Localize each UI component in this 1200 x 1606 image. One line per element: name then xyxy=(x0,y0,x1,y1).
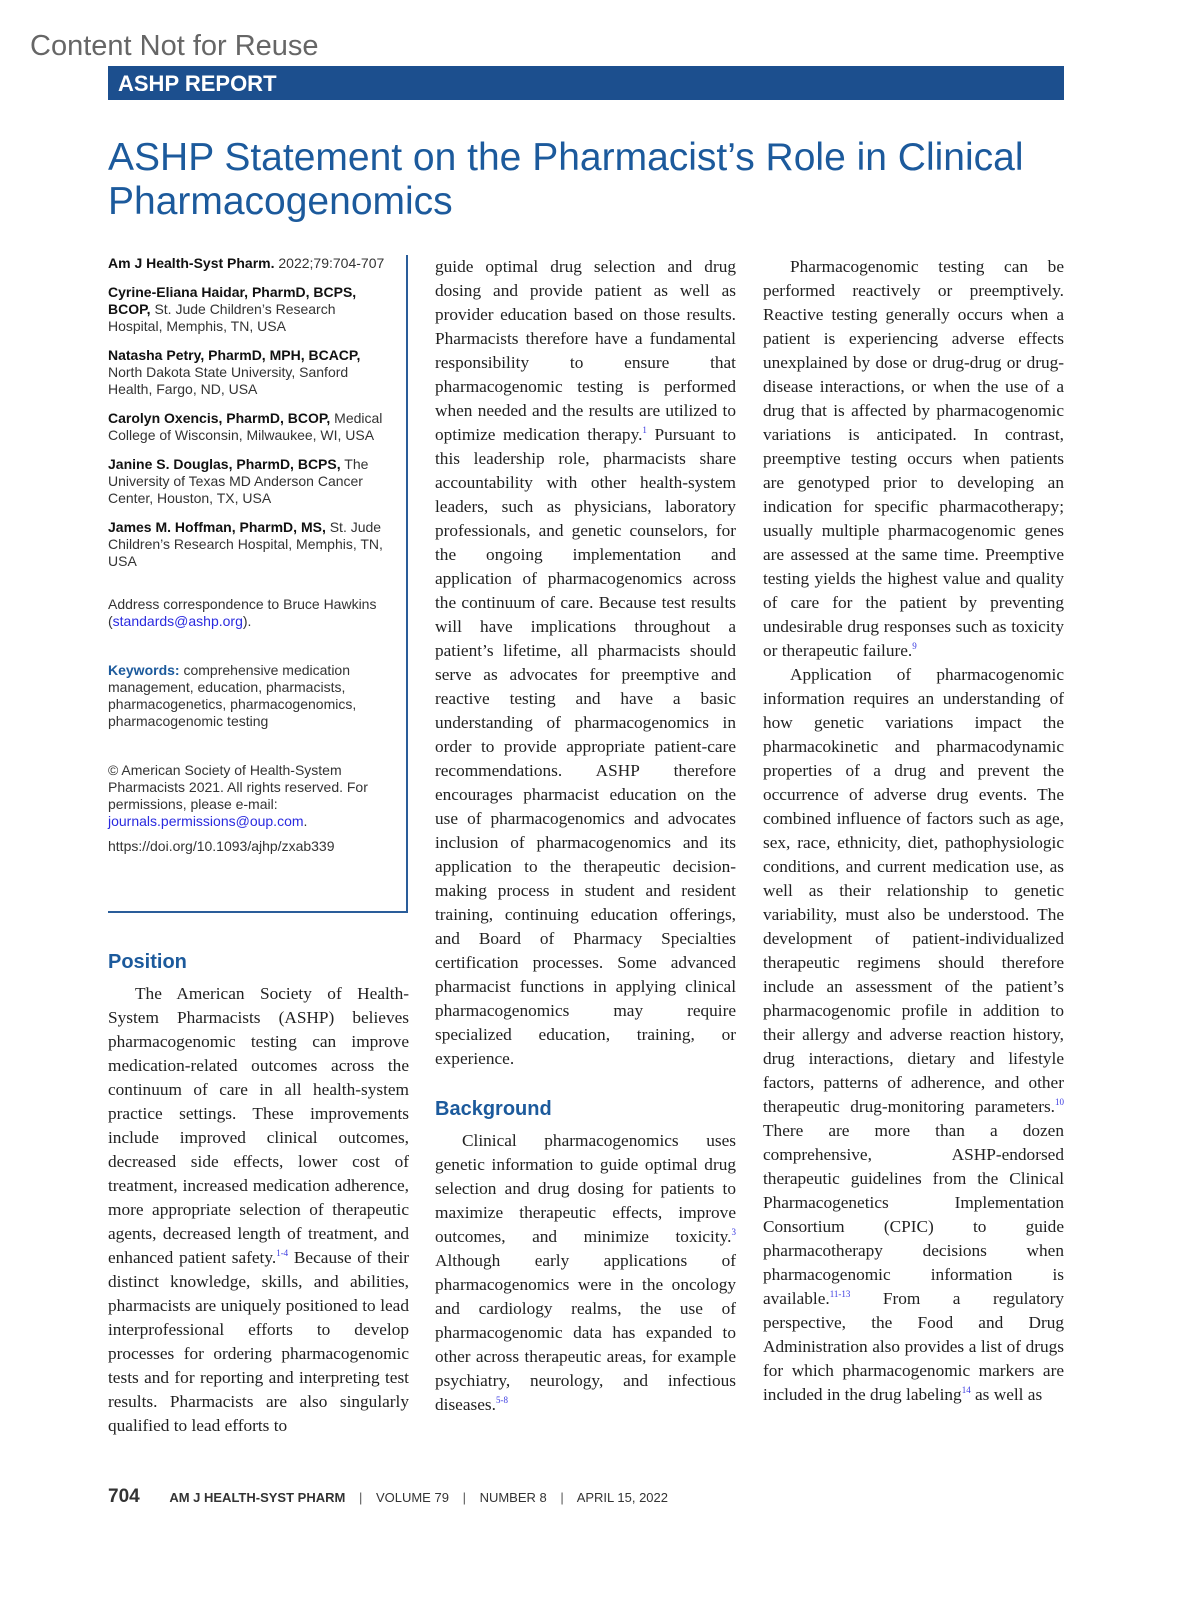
page-number: 704 xyxy=(108,1486,140,1507)
copyright xyxy=(108,762,392,830)
author-name: Carolyn Oxencis, PharmD, BCOP, xyxy=(108,410,331,426)
background-text-continued xyxy=(763,255,1064,1407)
author-affiliation: North Dakota State University, Sanford Health, Fargo, ND, USA xyxy=(108,364,349,397)
watermark: Content Not for Reuse xyxy=(30,30,319,62)
reference-citation[interactable]: 11-13 xyxy=(829,1289,851,1300)
reference-citation[interactable]: 1-4 xyxy=(276,1248,289,1259)
author-name: Cyrine-Eliana Haidar, PharmD, BCPS, BCOP, xyxy=(108,284,357,317)
reference-citation[interactable]: 5-8 xyxy=(495,1395,508,1406)
citation-detail: 2022;79:704-707 xyxy=(278,255,385,271)
background-heading: Background xyxy=(435,1098,552,1120)
citation-journal: Am J Health-Syst Pharm. xyxy=(108,255,275,271)
reference-citation[interactable]: 10 xyxy=(1055,1097,1064,1108)
footer-separator: | xyxy=(462,1490,466,1505)
body-text: There are more than a dozen comprehensive, ASHP-endorsed therapeutic guidelines from the Clinical Pharmacogenetics Implementation Consortium (CPIC) to guide pharmacotherapy decisions when pharmacogenomic information is available. xyxy=(763,1121,1064,1308)
position-heading: Position xyxy=(108,951,187,973)
body-text: Pursuant to this leadership role, pharmacists share accountability with other health-system leaders, such as physicians, laboratory professionals, and genetic counselors, for the ongoing implementation and application of pharmacogenomics across the continuum of care. Because test results will have implications throughout a patient’s lifetime, all pharmacists should serve as advocates for preemptive and reactive testing and have a basic understanding of pharmacogenomics in order to provide appropriate patient-care recommendations. ASHP therefore encourages pharmacist education on the use of pharmacogenomics and advocates inclusion of pharmacogenomics and its application to the therapeutic decision-making process in student and resident training, continuing education offerings, and Board of Pharmacy Specialties certification processes. Some advanced pharmacist functions in applying clinical pharmacogenomics may require specialized education, training, or experience. xyxy=(435,425,736,1068)
author-list xyxy=(108,284,392,570)
body-paragraph xyxy=(435,255,736,1071)
keywords-label: Keywords: xyxy=(108,662,180,678)
author-entry xyxy=(108,519,392,570)
doi-link[interactable]: https://doi.org/10.1093/ajhp/zxab339 xyxy=(108,838,335,854)
author-entry xyxy=(108,456,392,507)
author-affiliation: Medical College of Wisconsin, Milwaukee, WI, USA xyxy=(108,410,383,443)
body-text: The American Society of Health-System Pharmacists (ASHP) believes pharmacogenomic testing can improve medication-related outcomes across the continuum of care in all health-system practice settings. These improvements include improved clinical outcomes, decreased side effects, lower cost of treatment, increased medication adherence, more appropriate selection of therapeutic agents, decreased length of treatment, and enhanced patient safety. xyxy=(108,984,409,1267)
body-text: guide optimal drug selection and drug dosing and provide patient as well as provider education based on those results. Pharmacists therefore have a fundamental responsibility to ensure that pharmacogenomic testing is performed when needed and the results are utilized to optimize medication therapy. xyxy=(435,257,736,444)
body-text: Clinical pharmacogenomics uses genetic information to guide optimal drug selection and drug dosing for patients to maximize therapeutic effects, improve outcomes, and minimize toxicity. xyxy=(435,1131,736,1246)
footer-number: NUMBER 8 xyxy=(479,1490,547,1505)
reference-citation[interactable]: 9 xyxy=(912,641,917,652)
position-text-continued xyxy=(435,255,736,1071)
position-text xyxy=(108,982,409,1438)
body-text: From a regulatory perspective, the Food and Drug Administration also provides a list of drugs for which pharmacogenomic markers are included in the drug labeling xyxy=(763,1289,1064,1404)
author-entry xyxy=(108,410,392,444)
permissions-email-link[interactable]: journals.permissions@oup.com xyxy=(108,813,304,829)
footer-separator: | xyxy=(358,1490,363,1505)
author-name: Janine S. Douglas, PharmD, BCPS, xyxy=(108,456,341,472)
background-text xyxy=(435,1129,736,1417)
body-paragraph xyxy=(108,982,409,1438)
citation xyxy=(108,255,392,272)
body-text: as well as xyxy=(970,1385,1043,1404)
column-3 xyxy=(763,255,1064,1407)
reference-citation[interactable]: 14 xyxy=(961,1385,971,1396)
author-affiliation: St. Jude Children’s Research Hospital, Memphis, TN, USA xyxy=(108,301,336,334)
article-title: ASHP Statement on the Pharmacist’s Role in Clinical Pharmacogenomics xyxy=(108,136,1024,223)
body-text: Pharmacogenomic testing can be performed reactively or preemptively. Reactive testing generally occurs when a patient is experiencing adverse effects unexplained by dose or drug-drug or drug-disease interactions, or when the use of a drug that is affected by pharmacogenomic variations is anticipated. In contrast, preemptive testing occurs when patients are genotyped prior to developing an indication for specific pharmacotherapy; usually multiple pharmacogenomic genes are assessed at the same time. Preemptive testing yields the highest value and quality of care for the patient by preventing undesirable drug responses such as toxicity or therapeutic failure. xyxy=(763,257,1064,660)
author-entry xyxy=(108,284,392,335)
footer-date: APRIL 15, 2022 xyxy=(576,1490,668,1505)
section-label: ASHP REPORT xyxy=(118,71,277,96)
body-paragraph xyxy=(435,1129,736,1417)
keywords-list: comprehensive medication management, education, pharmacists, pharmacogenetics, pharmacogenomics, pharmacogenomic testing xyxy=(108,662,357,729)
author-name: James M. Hoffman, PharmD, MS, xyxy=(108,519,326,535)
reference-citation[interactable]: 3 xyxy=(731,1227,736,1238)
author-affiliation: St. Jude Children’s Research Hospital, Memphis, TN, USA xyxy=(108,519,383,569)
reference-citation[interactable]: 1 xyxy=(642,425,647,436)
section-banner xyxy=(108,66,1064,100)
correspondence-suffix: ). xyxy=(242,613,252,629)
correspondence xyxy=(108,596,392,630)
correspondence-email-link[interactable]: standards@ashp.org xyxy=(112,613,243,629)
footer-volume: VOLUME 79 xyxy=(375,1490,449,1505)
keywords xyxy=(108,662,392,730)
body-paragraph xyxy=(763,663,1064,1407)
footer-separator: | xyxy=(560,1490,564,1505)
column-2 xyxy=(435,255,736,1417)
author-entry xyxy=(108,347,392,398)
column-1 xyxy=(108,950,409,1438)
article-info-sidebar xyxy=(108,255,408,913)
body-text: Application of pharmacogenomic information requires an understanding of how genetic variations impact the pharmacokinetic and pharmacodynamic properties of a drug and prevent the occurrence of adverse drug events. The combined influence of factors such as age, sex, race, ethnicity, diet, pathophysiologic conditions, and current medication use, as well as their relationship to genetic variability, must also be understood. The development of patient-individualized therapeutic regimens should therefore include an assessment of the patient’s pharmacogenomic profile in addition to their allergy and adverse reaction history, drug interactions, dietary and lifestyle factors, patterns of adherence, and other therapeutic drug-monitoring parameters. xyxy=(763,665,1064,1116)
page-footer xyxy=(108,1486,668,1508)
footer-journal: AM J HEALTH-SYST PHARM xyxy=(169,1490,346,1505)
author-affiliation: The University of Texas MD Anderson Cancer Center, Houston, TX, USA xyxy=(108,456,369,506)
correspondence-text: Address correspondence to Bruce Hawkins ( xyxy=(108,596,377,629)
body-text: Because of their distinct knowledge, skills, and abilities, pharmacists are uniquely positioned to lead interprofessional efforts to develop processes for ordering pharmacogenomic tests and for reporting and interpreting test results. Pharmacists are also singularly qualified to lead efforts to xyxy=(108,1248,409,1435)
body-paragraph xyxy=(763,255,1064,663)
author-name: Natasha Petry, PharmD, MPH, BCACP, xyxy=(108,347,361,363)
permissions-suffix: . xyxy=(303,813,308,829)
copyright-text: © American Society of Health-System Pharmacists 2021. All rights reserved. For permissions, please e-mail: xyxy=(108,762,368,812)
body-text: Although early applications of pharmacogenomics were in the oncology and cardiology realms, the use of pharmacogenomic data has expanded to other across therapeutic areas, for example psychiatry, neurology, and infectious diseases. xyxy=(435,1251,736,1414)
